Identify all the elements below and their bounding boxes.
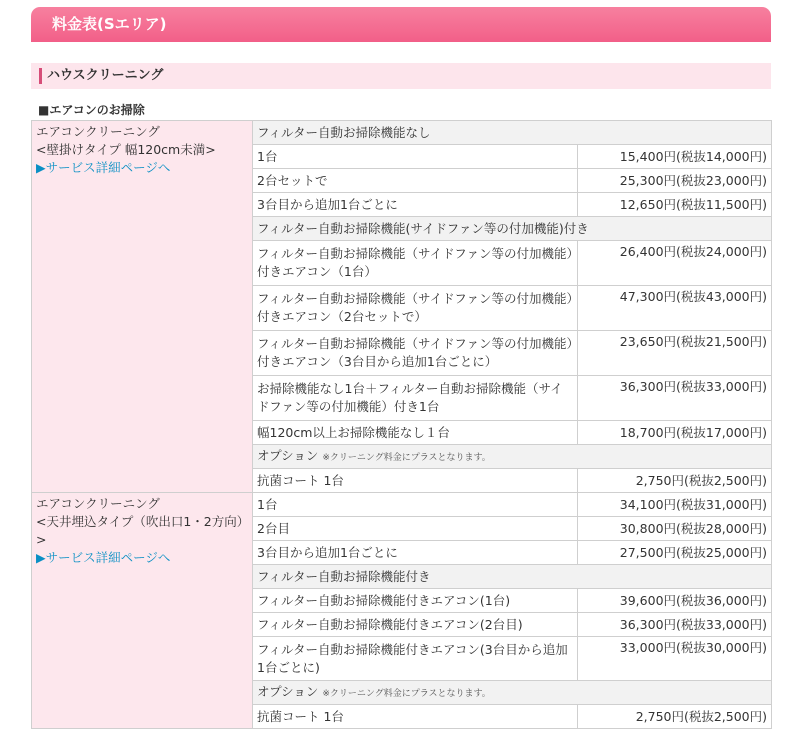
item-label: 2台目 — [253, 517, 578, 541]
item-label: フィルター自動お掃除機能付きエアコン(3台目から追加1台ごとに) — [253, 637, 578, 681]
item-price: 27,500円(税抜25,000円) — [578, 541, 772, 565]
item-label: 1台 — [253, 493, 578, 517]
option-header — [253, 445, 772, 469]
service-cell — [32, 493, 253, 729]
subsection-title: ■エアコンのお掃除 — [38, 103, 145, 117]
item-price: 30,800円(税抜28,000円) — [578, 517, 772, 541]
page-title: 料金表(Sエリア) — [31, 7, 771, 42]
price-table — [31, 120, 772, 729]
section-marker — [39, 68, 42, 84]
item-label: フィルター自動お掃除機能（サイドファン等の付加機能）付きエアコン（2台セットで） — [253, 286, 578, 331]
service-cell — [32, 121, 253, 493]
item-price: 15,400円(税抜14,000円) — [578, 145, 772, 169]
item-label: 抗菌コート 1台 — [253, 469, 578, 493]
item-label: フィルター自動お掃除機能（サイドファン等の付加機能）付きエアコン（1台） — [253, 241, 578, 286]
item-price: 18,700円(税抜17,000円) — [578, 421, 772, 445]
item-price: 34,100円(税抜31,000円) — [578, 493, 772, 517]
item-price: 36,300円(税抜33,000円) — [578, 613, 772, 637]
group-header: フィルター自動お掃除機能付き — [253, 565, 772, 589]
service-name: エアコンクリーニング — [36, 124, 160, 139]
item-label: 3台目から追加1台ごとに — [253, 541, 578, 565]
item-label: フィルター自動お掃除機能（サイドファン等の付加機能）付きエアコン（3台目から追加1台ごとに） — [253, 331, 578, 376]
service-type: <壁掛けタイプ 幅120cm未満> — [36, 142, 216, 157]
section-title: ハウスクリーニング — [47, 68, 164, 83]
item-label: フィルター自動お掃除機能付きエアコン(2台目) — [253, 613, 578, 637]
item-label: 3台目から追加1台ごとに — [253, 193, 578, 217]
option-note: ※クリーニング料金にプラスとなります。 — [322, 452, 491, 463]
service-detail-link[interactable]: ▶サービス詳細ページへ — [36, 160, 171, 175]
service-name: エアコンクリーニング — [36, 496, 160, 511]
item-label: 抗菌コート 1台 — [253, 705, 578, 729]
item-price: 25,300円(税抜23,000円) — [578, 169, 772, 193]
item-price: 36,300円(税抜33,000円) — [578, 376, 772, 421]
option-header — [253, 681, 772, 705]
item-price: 26,400円(税抜24,000円) — [578, 241, 772, 286]
item-price: 12,650円(税抜11,500円) — [578, 193, 772, 217]
option-label: オプション — [257, 683, 319, 699]
item-price: 2,750円(税抜2,500円) — [578, 705, 772, 729]
service-type: <天井埋込タイプ（吹出口1・2方向）> — [36, 514, 244, 547]
group-header: フィルター自動お掃除機能なし — [253, 121, 772, 145]
option-label: オプション — [257, 447, 319, 463]
item-price: 47,300円(税抜43,000円) — [578, 286, 772, 331]
item-price: 2,750円(税抜2,500円) — [578, 469, 772, 493]
item-price: 39,600円(税抜36,000円) — [578, 589, 772, 613]
service-detail-link[interactable]: ▶サービス詳細ページへ — [36, 550, 171, 565]
item-label: お掃除機能なし1台＋フィルター自動お掃除機能（サイドファン等の付加機能）付き1台 — [253, 376, 578, 421]
table-row — [32, 121, 772, 145]
item-label: 1台 — [253, 145, 578, 169]
section-heading — [31, 63, 771, 89]
option-note: ※クリーニング料金にプラスとなります。 — [322, 688, 491, 699]
item-price: 23,650円(税抜21,500円) — [578, 331, 772, 376]
group-header: フィルター自動お掃除機能(サイドファン等の付加機能)付き — [253, 217, 772, 241]
item-label: フィルター自動お掃除機能付きエアコン(1台) — [253, 589, 578, 613]
item-label: 2台セットで — [253, 169, 578, 193]
table-row — [32, 493, 772, 517]
item-label: 幅120cm以上お掃除機能なし１台 — [253, 421, 578, 445]
item-price: 33,000円(税抜30,000円) — [578, 637, 772, 681]
